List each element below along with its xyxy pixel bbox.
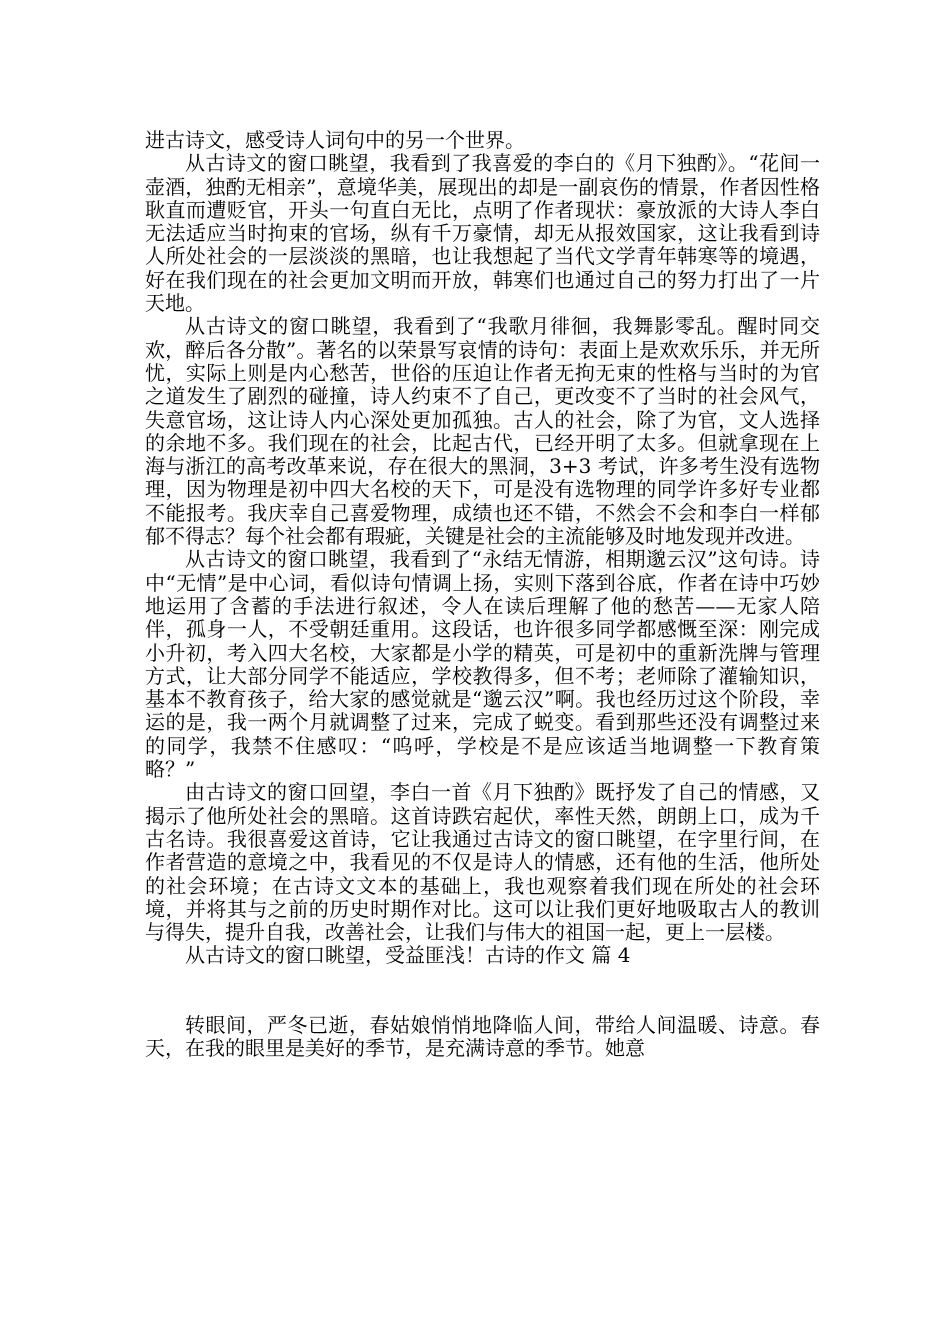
section-gap — [145, 968, 820, 1014]
paragraph-5: 转眼间，严冬已逝，春姑娘悄悄地降临人间，带给人间温暖、诗意。春天，在我的眼里是美好的季节，是充满诗意的季节。她意 — [145, 1012, 820, 1060]
paragraph-2: 从古诗文的窗口眺望，我看到了“我歌月徘徊，我舞影零乱。醒时同交欢，醉后各分散”。著名的以荣景写哀情的诗句：表面上是欢欢乐乐，并无所忧，实际上则是内心愁苦，世俗的压迫让作者无拘无束的性格与当时的为官之道发生了剧烈的碰撞，诗人约束不了自己，更改变不了当时的社会风气，失意官场，这让诗人内心深处更加孤独。古人的社会，除了为官，文人选择的余地不多。我们现在的社会，比起古代，已经开明了太多。但就拿现在上海与浙江的高考改革来说，存在很大的黑洞，3+3 考试，许多考生没有选物理，因为物理是初中四大名校的天下，可是没有选物理的同学许多好专业都不能报考。我庆幸自己喜爱物理，成绩也还不错，不然会不会和李白一样郁郁不得志？每个社会都有瑕疵，关键是社会的主流能够及时地发现并改进。 — [145, 314, 820, 549]
document-page — [145, 0, 820, 1344]
top-margin — [145, 0, 820, 129]
paragraph-continuation: 进古诗文，感受诗人词句中的另一个世界。 — [145, 128, 525, 152]
paragraph-3: 从古诗文的窗口眺望，我看到了“永结无情游，相期邈云汉”这句诗。诗中“无情”是中心词，看似诗句情调上扬，实则下落到谷底，作者在诗中巧妙地运用了含蓄的手法进行叙述，令人在读后理解了他的愁苦——无家人陪伴，孤身一人，不受朝廷重用。这段话，也许很多同学都感慨至深：刚完成小升初，考入四大名校，大家都是小学的精英，可是初中的重新洗牌与管理方式，让大部分同学不能适应，学校教得多，但不考；老师除了灌输知识，基本不教育孩子，给大家的感觉就是“邈云汉”啊。我也经历过这个阶段，幸运的是，我一两个月就调整了过来，完成了蜕变。看到那些还没有调整过来的同学，我禁不住感叹：“呜呼，学校是不是应该适当地调整一下教育策略？” — [145, 547, 820, 782]
section-heading: 从古诗文的窗口眺望，受益匪浅！古诗的作文 篇 4 — [185, 943, 631, 968]
paragraph-1: 从古诗文的窗口眺望，我看到了我喜爱的李白的《月下独酌》。“花间一壶酒，独酌无相亲”，意境华美，展现出的却是一副哀伤的情景，作者因性格耿直而遭贬官，开头一句直白无比，点明了作者现状：豪放派的大诗人李白无法适应当时拘束的官场，纵有千万豪情，却无从报效国家，这让我看到诗人所处社会的一层淡淡的黑暗，也让我想起了当代文学青年韩寒等的境遇，好在我们现在的社会更加文明而开放，韩寒们也通过自己的努力打出了一片天地。 — [145, 151, 820, 316]
paragraph-4: 由古诗文的窗口回望，李白一首《月下独酌》既抒发了自己的情感，又揭示了他所处社会的黑暗。这首诗跌宕起伏，率性天然，朗朗上口，成为千古名诗。我很喜爱这首诗，它让我通过古诗文的窗口眺望，在字里行间，在作者营造的意境之中，我看见的不仅是诗人的情感，还有他的生活，他所处的社会环境；在古诗文文本的基础上，我也观察着我们现在所处的社会环境，并将其与之前的历史时期作对比。这可以让我们更好地吸取古人的教训与得失，提升自我，改善社会，让我们与伟大的祖国一起，更上一层楼。 — [145, 780, 820, 945]
